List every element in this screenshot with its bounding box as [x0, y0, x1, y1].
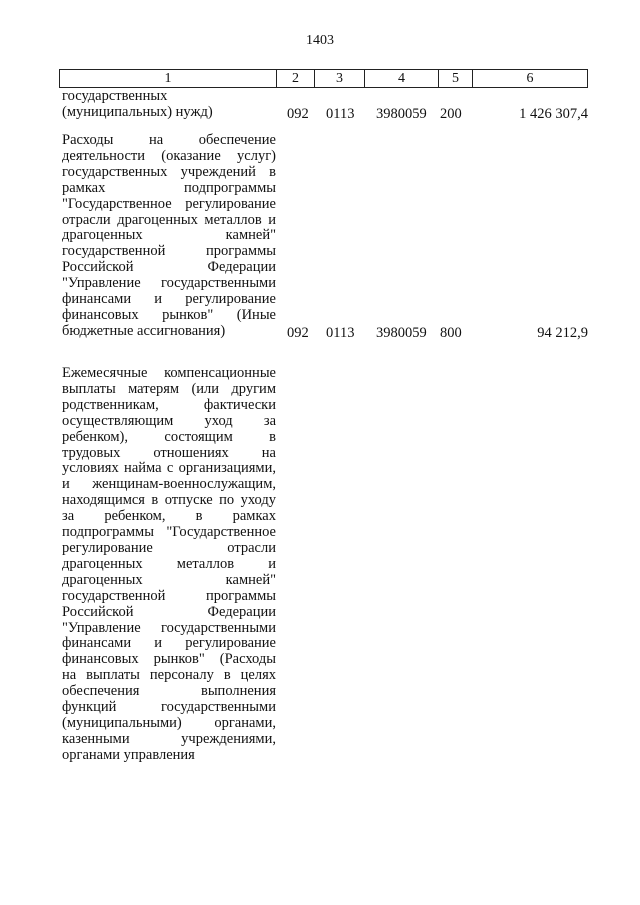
page-number: 1403	[306, 33, 334, 48]
row-expense-type-code: 800	[440, 324, 462, 341]
row-target-code: 3980059	[376, 105, 427, 122]
description-line: государственных	[62, 88, 168, 104]
description-line: "Управление государственными	[62, 619, 276, 636]
description-line: родственникам, фактически	[62, 396, 276, 413]
description-line: находящимся в отпуске по уходу	[62, 492, 276, 509]
description-line: условиях найма с организациями,	[62, 460, 276, 477]
description-line: обеспечения выполнения	[62, 683, 276, 700]
row-gl-code: 092	[287, 324, 309, 341]
row-description	[62, 366, 276, 764]
row-amount: 1 426 307,4	[519, 105, 588, 122]
description-line: финансами и регулирование	[62, 635, 276, 652]
description-line: рамках подпрограммы	[62, 179, 276, 196]
row-description	[62, 133, 276, 340]
header-col-6: 6	[473, 70, 588, 88]
description-line: драгоценных камней"	[62, 227, 276, 244]
description-line: Расходы на обеспечение	[62, 132, 276, 148]
description-line: бюджетные ассигнования)	[62, 322, 226, 339]
description-line: казенными учреждениями,	[62, 730, 276, 747]
description-line: трудовых отношениях на	[62, 444, 276, 461]
row-section-code: 0113	[326, 105, 355, 122]
description-line: осуществляющим уход за	[62, 412, 276, 429]
description-line: финансами и регулирование	[62, 291, 276, 308]
row-gl-code: 092	[287, 105, 309, 122]
header-col-4: 4	[365, 70, 439, 88]
header-col-1: 1	[60, 70, 277, 88]
header-col-5: 5	[439, 70, 473, 88]
description-line: регулирование отрасли	[62, 539, 276, 556]
row-amount: 94 212,9	[537, 324, 588, 341]
description-line: государственных учреждений в	[62, 163, 276, 180]
description-line: "Управление государственными	[62, 275, 276, 292]
description-line: за ребенком, в рамках	[62, 508, 276, 525]
row-target-code: 3980059	[376, 324, 427, 341]
header-col-3: 3	[315, 70, 365, 88]
description-line: органами управления	[62, 746, 195, 763]
description-line: драгоценных камней"	[62, 571, 276, 588]
description-line: государственной программы	[62, 587, 276, 604]
table-header	[59, 69, 588, 88]
description-line: на выплаты персоналу в целях	[62, 667, 276, 684]
description-line: "Государственное регулирование	[62, 195, 276, 212]
description-line: финансовых рынков" (Расходы	[62, 651, 276, 668]
description-line: и женщинам-военнослужащим,	[62, 476, 276, 493]
description-line: Ежемесячные компенсационные	[62, 365, 276, 381]
row-description	[62, 89, 276, 121]
description-line: (муниципальных) нужд)	[62, 103, 213, 120]
header-col-2: 2	[277, 70, 315, 88]
description-line: подпрограммы "Государственное	[62, 524, 276, 541]
description-line: выплаты матерям (или другим	[62, 380, 276, 397]
description-line: функций государственными	[62, 699, 276, 716]
description-line: отрасли драгоценных металлов и	[62, 211, 276, 228]
description-line: Российской Федерации	[62, 259, 276, 276]
description-line: ребенком), состоящим в	[62, 428, 276, 445]
description-line: (муниципальными) органами,	[62, 714, 276, 731]
description-line: финансовых рынков" (Иные	[62, 306, 276, 323]
row-section-code: 0113	[326, 324, 355, 341]
description-line: Российской Федерации	[62, 603, 276, 620]
description-line: драгоценных металлов и	[62, 555, 276, 572]
row-expense-type-code: 200	[440, 105, 462, 122]
description-line: государственной программы	[62, 243, 276, 260]
description-line: деятельности (оказание услуг)	[62, 147, 276, 164]
